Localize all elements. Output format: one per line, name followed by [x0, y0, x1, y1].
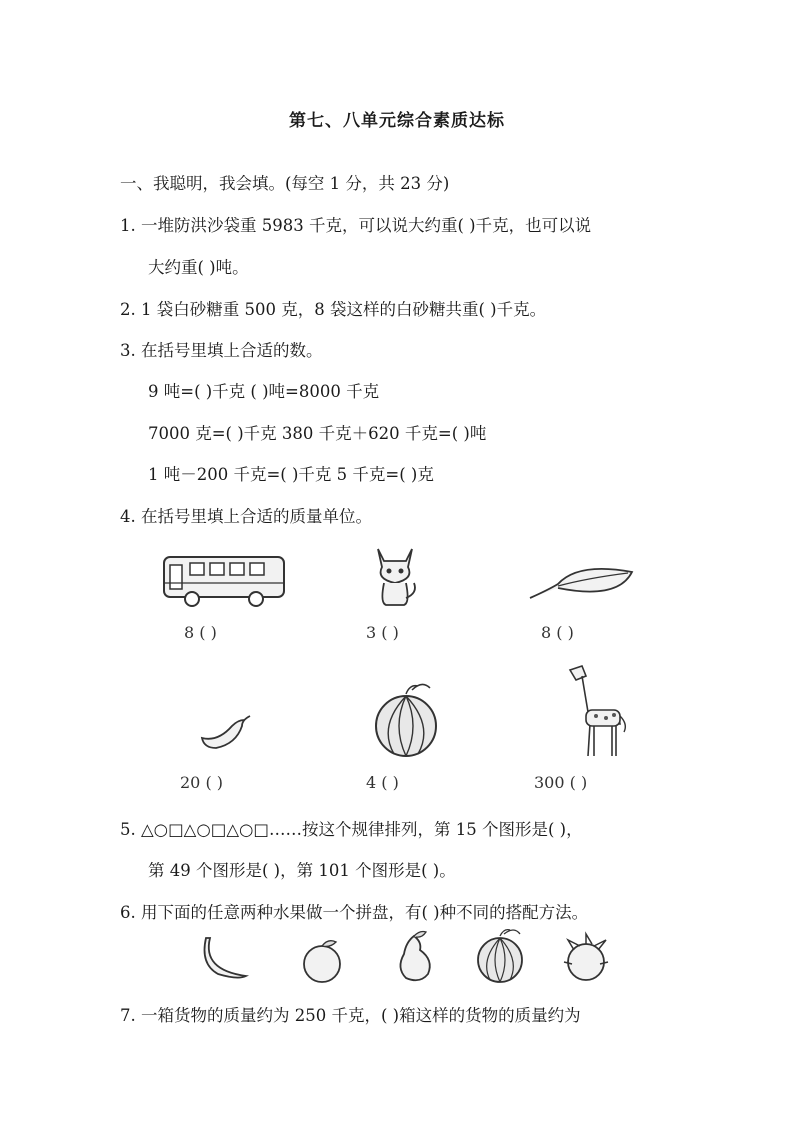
question-6: 6. 用下面的任意两种水果做一个拼盘，有( )种不同的搭配方法。 [120, 903, 589, 922]
bus-icon [160, 553, 290, 608]
banana-icon [198, 934, 252, 982]
question-2: 2. 1 袋白砂糖重 500 克，8 袋这样的白砂糖共重( )千克。 [120, 300, 547, 319]
question-5-line1: 5. △○□△○□△○□……按这个规律排列，第 15 个图形是( )， [120, 820, 583, 839]
orange-icon [300, 936, 344, 984]
question-3-stem: 3. 在括号里填上合适的数。 [120, 341, 323, 360]
question-3-row3: 1 吨－200 千克=( )千克 5 千克=( )克 [148, 465, 434, 484]
question-3-row2: 7000 克=( )千克 380 千克＋620 千克=( )吨 [148, 424, 487, 443]
question-4-stem: 4. 在括号里填上合适的质量单位。 [120, 507, 372, 526]
q4-label-bus: 8 ( ) [184, 623, 217, 642]
leaf-icon [528, 560, 636, 605]
page-title: 第七、八单元综合素质达标 [289, 111, 505, 131]
pear-icon [392, 928, 438, 984]
q4-label-watermelon: 4 ( ) [366, 773, 399, 792]
q4-label-cat: 3 ( ) [366, 623, 399, 642]
question-1-line2: 大约重( )吨。 [148, 258, 249, 277]
question-1-line1: 1. 一堆防洪沙袋重 5983 千克，可以说大约重( )千克，也可以说 [120, 216, 592, 235]
question-5-line2: 第 49 个图形是( )，第 101 个图形是( )。 [148, 861, 456, 880]
question-3-row1: 9 吨=( )千克 ( )吨=8000 千克 [148, 382, 380, 401]
section-heading: 一、我聪明，我会填。(每空 1 分，共 23 分) [120, 174, 450, 193]
q4-label-giraffe: 300 ( ) [534, 773, 588, 792]
dragonfruit-icon [564, 932, 608, 982]
question-7-line1: 7. 一箱货物的质量约为 250 千克，( )箱这样的货物的质量约为 [120, 1006, 581, 1025]
pepper-icon [198, 712, 256, 752]
q4-label-leaf: 8 ( ) [541, 623, 574, 642]
watermelon-icon [372, 680, 442, 758]
giraffe-icon [560, 658, 630, 760]
cat-icon [370, 543, 420, 608]
q4-label-pepper: 20 ( ) [180, 773, 224, 792]
watermelon-icon [476, 928, 528, 984]
